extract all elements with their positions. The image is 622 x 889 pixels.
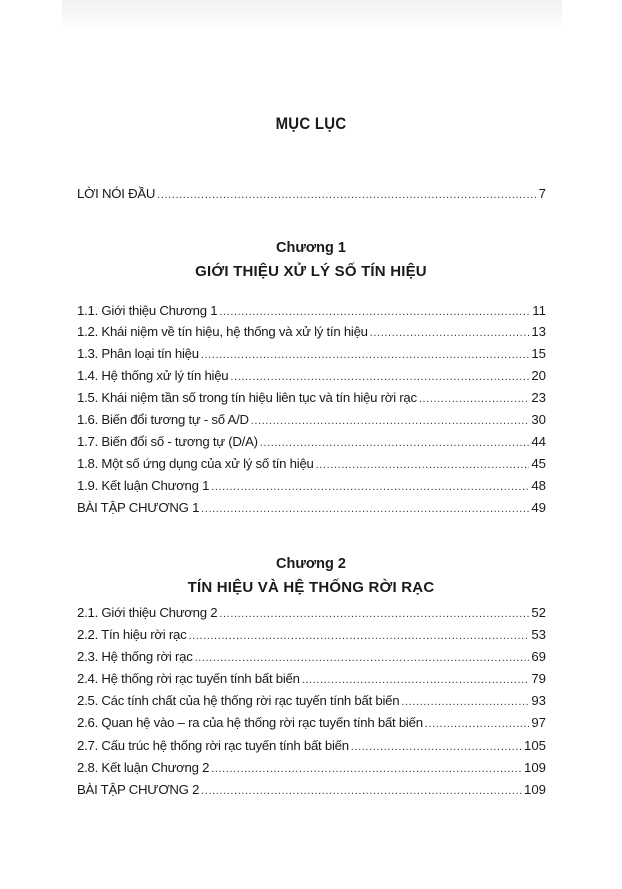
toc-entry-page: 30 bbox=[531, 412, 546, 427]
dot-leader bbox=[219, 604, 529, 623]
toc-entry-label: 2.7. Cấu trúc hệ thống rời rạc tuyến tính bất biến bbox=[77, 738, 349, 753]
dot-leader bbox=[302, 670, 530, 689]
dot-leader bbox=[230, 367, 529, 386]
toc-entry-page: 15 bbox=[531, 346, 546, 361]
toc-entry-label: 2.5. Các tính chất của hệ thống rời rạc tuyến tính bất biến bbox=[77, 693, 400, 708]
toc-entry-label: 2.2. Tín hiệu rời rạc bbox=[77, 627, 187, 642]
chapter-2-title: TÍN HIỆU VÀ HỆ THỐNG RỜI RẠC bbox=[187, 579, 435, 596]
toc-entry[interactable] bbox=[77, 302, 546, 321]
toc-entry-label: 1.3. Phân loại tín hiệu bbox=[77, 346, 199, 361]
dot-leader bbox=[195, 648, 530, 667]
dot-leader bbox=[351, 737, 522, 756]
toc-entry-label: BÀI TẬP CHƯƠNG 2 bbox=[77, 782, 200, 797]
chapter-1-number: Chương 1 bbox=[276, 240, 346, 256]
dot-leader bbox=[401, 692, 529, 711]
toc-entry[interactable] bbox=[77, 323, 546, 342]
toc-entry-page: 109 bbox=[523, 760, 546, 775]
dot-leader bbox=[316, 455, 530, 474]
toc-entry-label: 1.4. Hệ thống xử lý tín hiệu bbox=[77, 368, 229, 383]
toc-entry[interactable] bbox=[77, 759, 546, 778]
dot-leader bbox=[211, 477, 529, 496]
toc-entry-page: 53 bbox=[531, 627, 546, 642]
toc-entry-label: 1.8. Một số ứng dụng của xử lý số tín hiệu bbox=[77, 456, 314, 471]
toc-entry-label: 1.7. Biến đổi số - tương tự (D/A) bbox=[77, 434, 258, 449]
toc-entry-page: 44 bbox=[531, 434, 546, 449]
dot-leader bbox=[260, 433, 530, 452]
toc-entry-label: 2.6. Quan hệ vào – ra của hệ thống rời rạc tuyến tính bất biến bbox=[77, 715, 423, 730]
dot-leader bbox=[157, 185, 536, 204]
toc-entry-label: BÀI TẬP CHƯƠNG 1 bbox=[77, 500, 200, 515]
toc-entry[interactable] bbox=[77, 477, 546, 496]
toc-entry-exercises[interactable] bbox=[77, 499, 546, 518]
toc-entry-label: LỜI NÓI ĐẦU bbox=[77, 186, 156, 201]
toc-entry-label: 1.5. Khái niệm tần số trong tín hiệu liên tục và tín hiệu rời rạc bbox=[77, 390, 417, 405]
dot-leader bbox=[251, 411, 530, 430]
toc-entry-label: 2.1. Giới thiệu Chương 2 bbox=[77, 605, 218, 620]
toc-entry-page: 105 bbox=[523, 738, 546, 753]
toc-entry-page: 79 bbox=[531, 671, 546, 686]
toc-entry[interactable] bbox=[77, 670, 546, 689]
toc-entry-page: 49 bbox=[531, 500, 546, 515]
toc-entry-label: 1.1. Giới thiệu Chương 1 bbox=[77, 303, 218, 318]
toc-entry-label: 2.4. Hệ thống rời rạc tuyến tính bất biến bbox=[77, 671, 300, 686]
toc-entry[interactable] bbox=[77, 411, 546, 430]
toc-entry-label: 1.9. Kết luận Chương 1 bbox=[77, 478, 210, 493]
toc-entry[interactable] bbox=[77, 648, 546, 667]
toc-entry[interactable] bbox=[77, 714, 546, 733]
toc-entry-page: 11 bbox=[532, 303, 546, 318]
toc-entry[interactable] bbox=[77, 367, 546, 386]
toc-entry-page: 97 bbox=[531, 715, 546, 730]
chapter-1-title: GIỚI THIỆU XỬ LÝ SỐ TÍN HIỆU bbox=[195, 263, 427, 280]
toc-entry-preface[interactable] bbox=[77, 185, 546, 204]
page-title: MỤC LỤC bbox=[275, 114, 347, 133]
chapter-2-number: Chương 2 bbox=[276, 556, 346, 572]
dot-leader bbox=[201, 499, 529, 518]
toc-entry-page: 48 bbox=[531, 478, 546, 493]
dot-leader bbox=[211, 759, 522, 778]
toc-entry[interactable] bbox=[77, 737, 546, 756]
toc-entry[interactable] bbox=[77, 604, 546, 623]
toc-entry[interactable] bbox=[77, 692, 546, 711]
dot-leader bbox=[219, 302, 530, 321]
toc-entry-label: 1.2. Khái niệm về tín hiệu, hệ thống và xử lý tín hiệu bbox=[77, 324, 368, 339]
toc-entry[interactable] bbox=[77, 433, 546, 452]
toc-entry-page: 52 bbox=[531, 605, 546, 620]
toc-entry-page: 45 bbox=[531, 456, 546, 471]
toc-entry-exercises[interactable] bbox=[77, 781, 546, 800]
dot-leader bbox=[370, 323, 530, 342]
toc-entry-label: 1.6. Biến đổi tương tự - số A/D bbox=[77, 412, 249, 427]
toc-entry[interactable] bbox=[77, 455, 546, 474]
toc-entry[interactable] bbox=[77, 389, 546, 408]
toc-entry-page: 20 bbox=[531, 368, 546, 383]
dot-leader bbox=[201, 345, 530, 364]
dot-leader bbox=[425, 714, 530, 733]
dot-leader bbox=[201, 781, 522, 800]
toc-entry-label: 2.3. Hệ thống rời rạc bbox=[77, 649, 193, 664]
dot-leader bbox=[419, 389, 529, 408]
toc-entry-page: 93 bbox=[531, 693, 546, 708]
toc-entry-page: 109 bbox=[523, 782, 546, 797]
toc-entry-page: 69 bbox=[531, 649, 546, 664]
toc-entry-page: 7 bbox=[538, 186, 546, 201]
dot-leader bbox=[188, 626, 529, 645]
toc-entry-label: 2.8. Kết luận Chương 2 bbox=[77, 760, 210, 775]
toc-entry[interactable] bbox=[77, 626, 546, 645]
toc-entry-page: 23 bbox=[531, 390, 546, 405]
toc-entry-page: 13 bbox=[531, 324, 546, 339]
toc-entry[interactable] bbox=[77, 345, 546, 364]
